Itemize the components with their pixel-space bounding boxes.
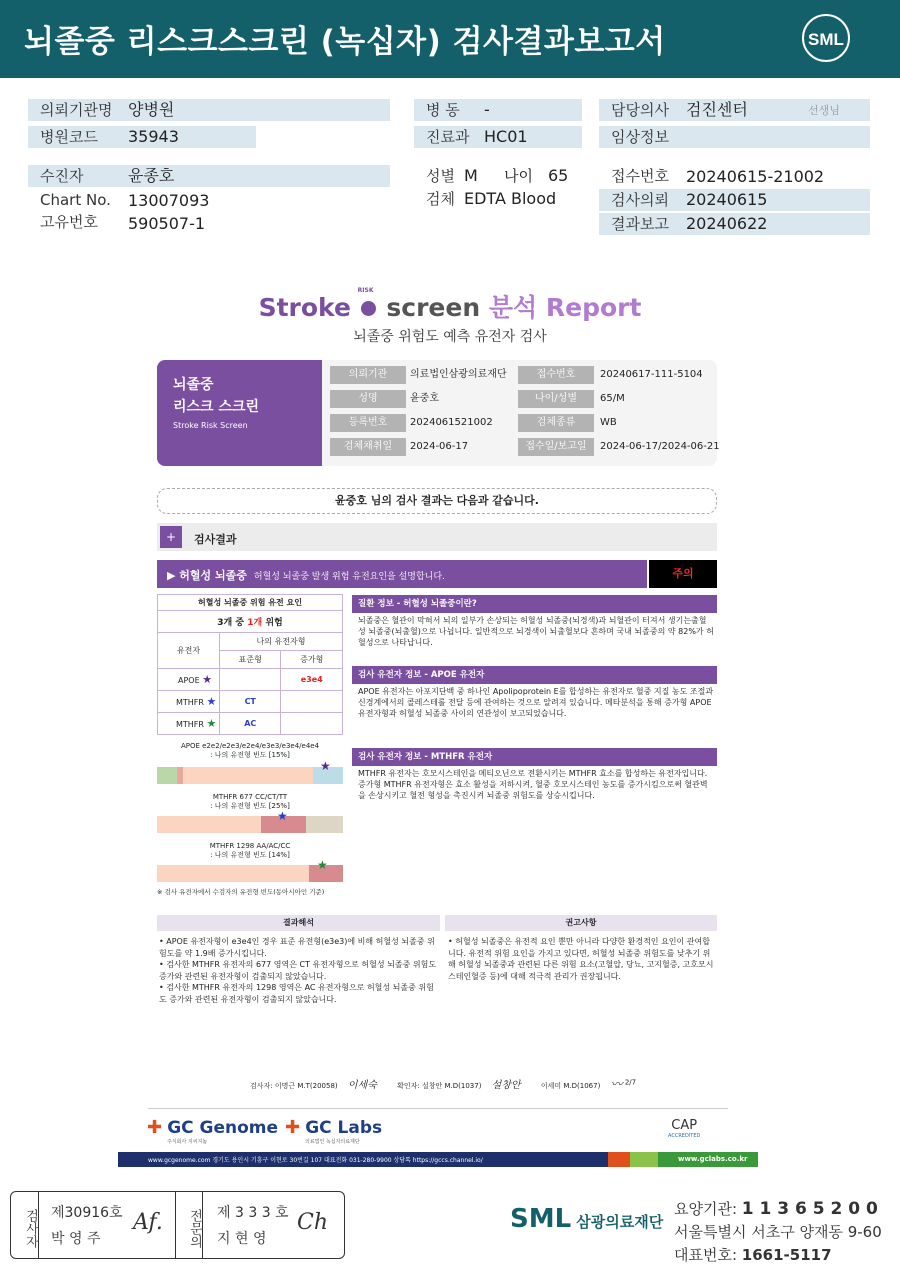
gene-name: MTHFR	[176, 698, 204, 707]
specialist-signature-mark: Ch	[297, 1210, 329, 1235]
field-value: 의료법인삼광의료재단	[410, 369, 507, 380]
field-value: 2024-06-17	[410, 441, 469, 452]
genotype-standard: AC	[220, 713, 281, 735]
footer-left: www.gcgenome.com 경기도 용인시 기흥구 이현로 30번길 107 대표전화 031-280-9900 상담톡 https://gccs.channel.io/	[148, 1157, 483, 1164]
tester-license-no: 제30916호	[51, 1205, 123, 1221]
section-title: 검사 유전자 정보 - MTHFR 유전자	[352, 748, 717, 766]
sml-foundation-logo	[510, 1204, 663, 1234]
risk-count: 3개 중 1개 위험	[158, 611, 343, 633]
org-address: 서울특별시 서초구 양재동 9-60	[674, 1223, 882, 1241]
recommendation-title: 권고사항	[445, 915, 717, 931]
col-gene: 유전자	[158, 633, 220, 669]
recommendation-line: • 허혈성 뇌졸중은 유전적 요인 뿐만 아니라 다양한 환경적인 요인이 관여합니다. 유전적 위험 요인을 가지고 있다면, 허혈성 뇌졸중 위험도를 낮추기 위해 허혈성 뇌졸중과 관련된 다른 위험 요소(고혈압, 당뇨, 고지혈증, 고호모시스테인혈증 등)에 대해 적극적 관리가 권장됩니다.	[448, 937, 714, 981]
specialist-name-stamp: 지 현 영	[217, 1231, 267, 1247]
partner-divider	[148, 1108, 728, 1109]
dist-bar-apoe	[157, 759, 343, 784]
specialist-license-no: 제 3 3 3 호	[217, 1205, 289, 1221]
receipt-label: 접수번호	[611, 167, 669, 185]
result-header-bar	[157, 523, 717, 551]
patient-label: 수진자	[28, 165, 390, 187]
chart-value: 13007093	[128, 191, 210, 210]
field-value: 윤중호	[410, 393, 439, 404]
field-value: 2024061521002	[410, 417, 493, 428]
sml-logo	[798, 12, 854, 64]
institution-value: 양병원	[128, 100, 175, 119]
section-title: 질환 정보 - 허혈성 뇌졸중이란?	[352, 595, 717, 613]
dist-caption-mthfr677: MTHFR 677 CC/CT/TT : 나의 유전형 빈도 [25%]	[210, 793, 290, 810]
genotype-standard	[220, 669, 281, 691]
interpretation-title: 결과해석	[157, 915, 440, 931]
tester-name-stamp: 박 영 주	[51, 1231, 101, 1247]
section-body: MTHFR 유전자는 호모시스테인을 메티오닌으로 전환시키는 MTHFR 효소를 합성하는 유전자입니다. 증가형 MTHFR 유전자형은 효소 활성을 저하시켜, 혈중 호모시스테인 농도를 증가시킴으로써 혈관벽을 손상시키고 혈전 형성을 촉진시켜 뇌졸중 위험도를 상승시킵니다.	[358, 769, 708, 800]
sex-value: M	[464, 166, 478, 185]
unique-value: 590507-1	[128, 214, 206, 233]
doctor-suffix: 선생님	[808, 104, 840, 117]
institution-code: 요양기관: 1 1 3 6 5 2 0 0	[674, 1199, 878, 1219]
ischemic-stroke-heading	[167, 567, 445, 583]
title-risk: RISK	[357, 287, 374, 294]
interpretation-line: • 검사한 MTHFR 유전자의 677 영역은 CT 유전자형으로 허혈성 뇌졸중 위험도 증가와 관련된 유전자형이 검출되지 않았습니다.	[159, 960, 437, 981]
section-body: APOE 유전자는 아포지단백 중 하나인 Apolipoprotein E를 합성하는 유전자로 혈중 지질 농도 조절과신경계에서의 콜레스테롤 전달 등에 관여하는 것으로 알려져 있습니다. 메타분석을 통해 증가형 APOE 유전자형과 허혈성 뇌졸중 사이의 연관성이 보고되었습니다.	[358, 687, 714, 718]
footer-right: www.gclabs.co.kr	[678, 1155, 748, 1163]
org-logo-text: SML	[510, 1204, 572, 1234]
folder-plus-icon: +	[160, 526, 182, 548]
cap-logo: CAP ACCREDITED	[668, 1118, 701, 1139]
caution-badge: 주의	[649, 560, 717, 588]
specimen-value: EDTA Blood	[464, 189, 557, 208]
star-icon: ★	[320, 759, 331, 773]
tester-name: 검사자: 이명근 M.T(20058)	[250, 1082, 338, 1090]
section-title: 검사 유전자 정보 - APOE 유전자	[352, 666, 717, 684]
genotype-standard: CT	[220, 691, 281, 713]
confirmer-name: 확인자: 설창안 M.D(1037)	[397, 1082, 482, 1090]
confirmer-signature: 설창안	[491, 1080, 521, 1091]
chart-label: Chart No.	[40, 191, 111, 209]
card-title-2: 리스크 스크린	[173, 399, 260, 415]
field-label: 검체채취일	[330, 438, 406, 456]
doctor-value: 검진센터	[686, 100, 748, 119]
card-title-1: 뇌졸중	[173, 377, 214, 393]
hospital-code-label: 병원코드	[28, 126, 256, 148]
field-label: 접수번호	[518, 366, 594, 384]
gc-genome-logo: ✚ GC Genome 주식회사 지씨지놈	[147, 1117, 279, 1145]
age-value: 65	[548, 166, 569, 185]
field-label: 나이/성별	[518, 390, 594, 408]
specimen-label: 검체	[426, 190, 455, 208]
request-value: 20240615	[686, 190, 768, 209]
tester-signature: 이세숙	[347, 1080, 377, 1091]
interpretation-body	[159, 936, 439, 1005]
ward-value: -	[484, 100, 490, 119]
gene-table	[157, 594, 343, 735]
col-increased: 증가형	[281, 651, 343, 669]
star-icon: ★	[202, 673, 213, 686]
ischemic-stroke-desc: 허혈성 뇌졸중 발생 위험 유전요인을 설명합니다.	[253, 572, 445, 582]
org-name: 삼광의료재단	[576, 1213, 664, 1231]
third-signature: 〰	[610, 1077, 623, 1091]
unique-label: 고유번호	[40, 213, 98, 231]
ischemic-stroke-title: ▶ 허혈성 뇌졸중	[167, 569, 247, 582]
field-label: 의뢰기관	[330, 366, 406, 384]
result-title: 검사결과	[194, 533, 237, 546]
field-label: 등록번호	[330, 414, 406, 432]
col-my-genotype: 나의 유전자형	[220, 633, 343, 651]
table-row	[158, 713, 343, 735]
third-name: 이세미 M.D(1067)	[540, 1082, 601, 1090]
report-subtitle: 뇌졸중 위험도 예측 유전자 검사	[353, 329, 547, 345]
age-label: 나이	[504, 167, 533, 185]
col-standard: 표준형	[220, 651, 281, 669]
hospital-code-value: 35943	[128, 127, 179, 146]
star-icon: ★	[206, 695, 217, 708]
receipt-value: 20240615-21002	[686, 167, 825, 186]
signature-row	[250, 1075, 720, 1092]
dist-caption-mthfr1298: MTHFR 1298 AA/AC/CC : 나의 유전형 빈도 [14%]	[209, 842, 291, 859]
tester-column-label: 검사자	[11, 1192, 39, 1258]
field-label: 검체종류	[518, 414, 594, 432]
result-notice: 윤중호 님의 검사 결과는 다음과 같습니다.	[157, 488, 717, 514]
interpretation-line: • 검사한 MTHFR 유전자의 1298 영역은 AC 유전자형으로 허혈성 뇌졸중 위험도 증가와 관련된 유전자형이 검출되지 않았습니다.	[159, 983, 434, 1004]
field-value: WB	[600, 417, 617, 428]
stroke-screen-title	[0, 288, 900, 324]
star-icon: ★	[277, 809, 288, 823]
field-value: 65/M	[600, 393, 625, 404]
genotype-increased: e3e4	[281, 669, 343, 691]
request-label: 검사의뢰	[599, 189, 870, 211]
field-label: 성명	[330, 390, 406, 408]
star-icon: ★	[206, 717, 217, 730]
signature-stamp-box	[10, 1191, 345, 1259]
patient-value: 윤종호	[128, 166, 175, 185]
field-label: 접수일/보고일	[518, 438, 594, 456]
star-icon: ★	[317, 858, 328, 872]
dept-label: 진료과	[414, 126, 582, 148]
report-date-label: 결과보고	[599, 213, 870, 235]
tester-signature-mark: Af.	[133, 1210, 163, 1235]
gene-name: MTHFR	[176, 720, 204, 729]
sex-label: 성별	[426, 167, 455, 185]
sml-logo-text: SML	[808, 30, 844, 49]
report-title: 뇌졸중 리스크스크린 (녹십자) 검사결과보고서	[24, 24, 666, 60]
specialist-column-label: 전문의	[175, 1192, 203, 1258]
dist-bar-mthfr677	[157, 809, 343, 833]
title-report: 분석 Report	[488, 293, 642, 322]
genotype-increased	[281, 691, 343, 713]
card-title-en: Stroke Risk Screen	[173, 421, 248, 430]
clinical-label: 임상정보	[599, 126, 870, 148]
dist-caption-apoe: APOE e2e2/e2e3/e2e4/e3e3/e3e4/e4e4 : 나의 유전형 빈도 [15%]	[180, 742, 320, 759]
interpretation-line: • APOE 유전자형이 e3e4인 경우 표준 유전형(e3e3)에 비해 허혈성 뇌졸중 위험도를 약 1.9배 증가시킵니다.	[159, 937, 435, 958]
card-banner	[157, 360, 322, 466]
dist-bar-mthfr1298	[157, 858, 343, 882]
report-date-value: 20240622	[686, 214, 768, 233]
table-row	[158, 691, 343, 713]
gene-table-title: 허혈성 뇌졸중 위험 유전 요인	[158, 595, 343, 611]
dept-value: HC01	[484, 127, 528, 146]
ward-label: 병 동	[414, 99, 582, 121]
genotype-increased	[281, 713, 343, 735]
doctor-label: 담당의사	[599, 99, 870, 121]
dist-note: ※ 검사 유전자에서 수검자의 유전형 빈도(동아시아인 기준)	[157, 888, 325, 896]
risk-icon	[357, 287, 378, 322]
title-stroke: Stroke	[258, 293, 351, 322]
table-row	[158, 669, 343, 691]
gene-name: APOE	[178, 676, 200, 685]
field-value: 20240617-111-5104	[600, 369, 703, 380]
institution-label: 의뢰기관명	[28, 99, 390, 121]
field-value: 2024-06-17/2024-06-21	[600, 441, 720, 452]
page-number: 2/7	[624, 1078, 637, 1087]
org-phone: 대표번호: 1661-5117	[674, 1246, 832, 1264]
section-body: 뇌졸중은 혈관이 막혀서 뇌의 일부가 손상되는 허혈성 뇌졸중(뇌경색)과 뇌혈관이 터져서 생기는출혈성 뇌졸중(뇌출혈)으로 나뉩니다. 일반적으로 뇌경색이 뇌출혈보다 흔하며 국내 뇌졸중의 약 82%가 허혈성으로 나타납니다.	[358, 616, 714, 647]
title-screen: screen	[386, 293, 481, 322]
partner-footer-bar	[118, 1152, 758, 1167]
gc-labs-logo: ✚ GC Labs 의료법인 녹십자의료재단	[285, 1117, 383, 1145]
recommendation-body	[448, 936, 714, 982]
